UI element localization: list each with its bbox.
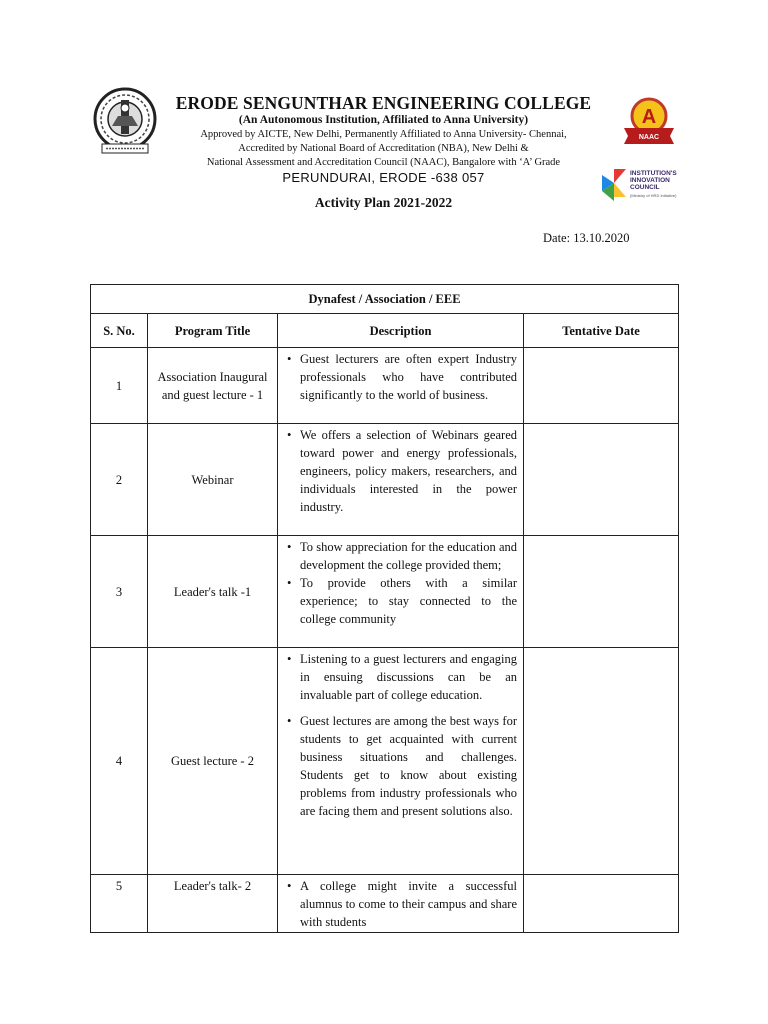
iic-subtitle: (Ministry of HRD Initiative) (630, 193, 677, 198)
header-program-title: Program Title (148, 314, 278, 348)
row-program-title: Leader's talk- 2 (148, 875, 278, 933)
description-point: • Listening to a guest lecturers and engaging in ensuing discussions can be an invaluable part of college education. (284, 650, 517, 704)
approval-line-1: Approved by AICTE, New Delhi, Permanently Affiliated to Anna University- Chennai, (200, 129, 567, 140)
row-description (278, 348, 524, 424)
row-tentative-date (524, 875, 679, 933)
row-description (278, 875, 524, 933)
row-program-title: Guest lecture - 2 (148, 648, 278, 875)
table-caption: Dynafest / Association / EEE (91, 285, 679, 314)
row-tentative-date (524, 536, 679, 648)
description-point: • We offers a selection of Webinars geared toward power and energy professionals, engineers, policy makers, researchers, and individuals interested in the power industry. (284, 426, 517, 516)
autonomy-line: (An Autonomous Institution, Affiliated to Anna University) (238, 114, 529, 126)
table-row (91, 648, 679, 875)
header-description: Description (278, 314, 524, 348)
row-sno: 2 (91, 424, 148, 536)
approval-line-2: Accredited by National Board of Accreditation (NBA), New Delhi & (238, 143, 529, 154)
approval-line-3: National Assessment and Accreditation Council (NAAC), Bangalore with ‘A’ Grade (206, 157, 561, 168)
row-tentative-date (524, 648, 679, 875)
college-emblem-logo (92, 86, 158, 156)
college-location: PERUNDURAI, ERODE -638 057 (282, 170, 485, 185)
table-row (91, 536, 679, 648)
table-row (91, 424, 679, 536)
header-tentative-date: Tentative Date (524, 314, 679, 348)
document-date: Date: 13.10.2020 (543, 231, 630, 245)
row-description (278, 536, 524, 648)
description-point: • A college might invite a successful alumnus to come to their campus and share with students (284, 877, 517, 931)
row-sno: 3 (91, 536, 148, 648)
college-name: ERODE SENGUNTHAR ENGINEERING COLLEGE (175, 93, 592, 113)
row-sno: 5 (91, 875, 148, 933)
row-description (278, 424, 524, 536)
naac-logo (620, 92, 678, 156)
row-tentative-date (524, 348, 679, 424)
row-program-title: Association Inaugural and guest lecture - 1 (148, 348, 278, 424)
row-description (278, 648, 524, 875)
row-program-title: Leader's talk -1 (148, 536, 278, 648)
naac-label: NAAC (638, 134, 660, 141)
row-sno: 1 (91, 348, 148, 424)
description-point: • To provide others with a similar experience; to stay connected to the college community (284, 574, 517, 628)
table-row (91, 348, 679, 424)
iic-name: INSTITUTION'S INNOVATION COUNCIL (630, 170, 677, 191)
naac-grade-letter: A (641, 106, 657, 128)
activity-plan-table (90, 284, 679, 933)
activity-plan-title: Activity Plan 2021-2022 (314, 195, 453, 210)
row-sno: 4 (91, 648, 148, 875)
description-point: • Guest lecturers are often expert Industry professionals who have contributed significantly to the world of business. (284, 350, 517, 404)
row-program-title: Webinar (148, 424, 278, 536)
iic-logo (600, 163, 688, 207)
header-sno: S. No. (91, 314, 148, 348)
description-point: • To show appreciation for the education and development the college provided them; (284, 538, 517, 574)
table-row (91, 875, 679, 933)
row-tentative-date (524, 424, 679, 536)
description-point: • Guest lectures are among the best ways for students to get acquainted with current business situations and challenges. Students get to know about existing problems from industry professionals who are facing them and present solutions also. (284, 712, 517, 820)
